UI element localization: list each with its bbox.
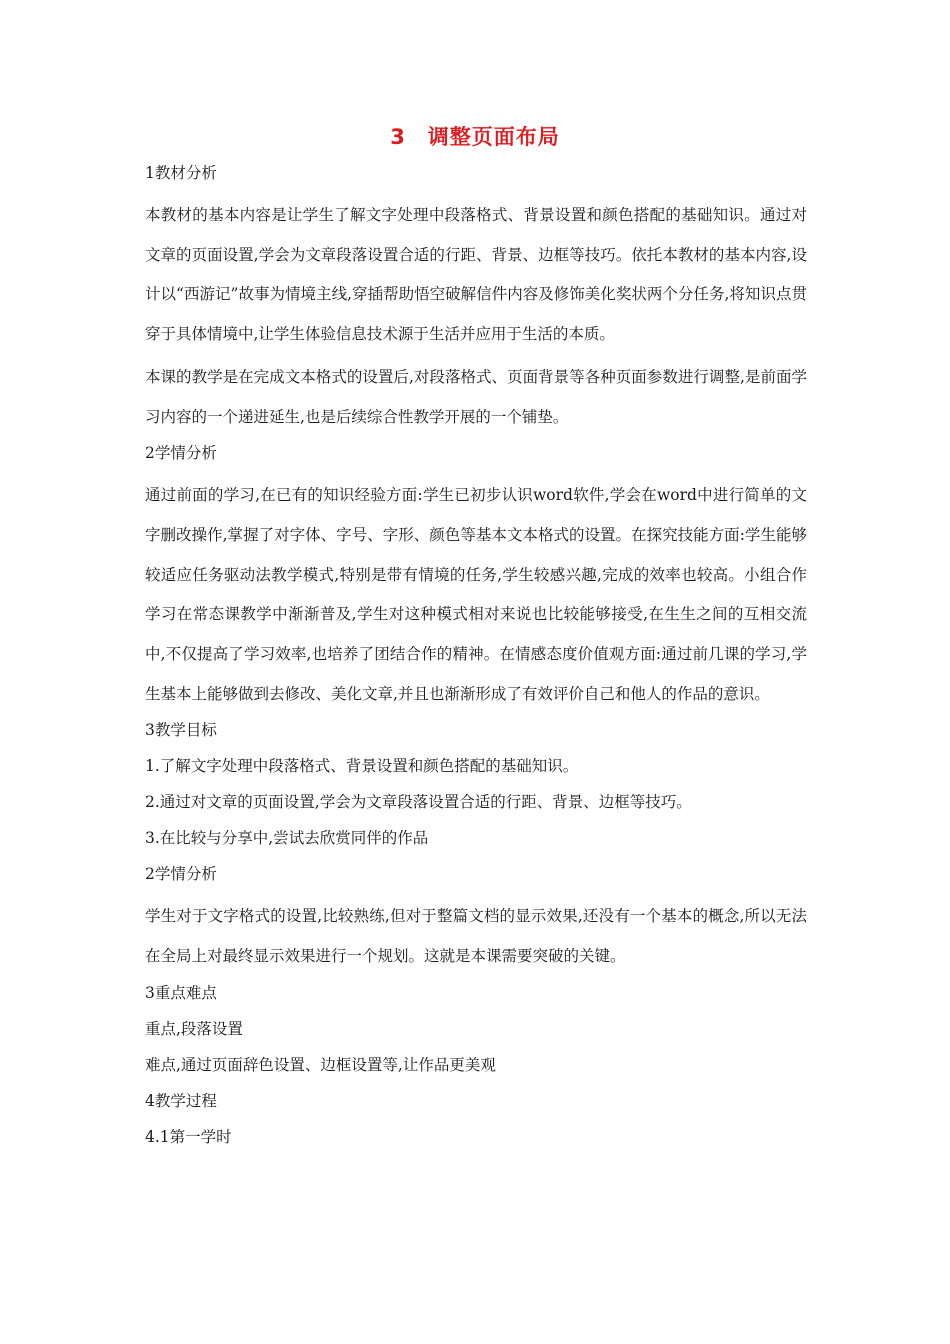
paragraph-lesson-position: 本课的教学是在完成文本格式的设置后,对段落格式、页面背景等各种页面参数进行调整,是前面学习内容的一个递进延生,也是后续综合性教学开展的一个铺垫。 [145, 367, 807, 426]
paragraph-student-analysis: 通过前面的学习,在已有的知识经验方面:学生已初步认识word软件,学会在word中进行简单的文字删改操作,掌握了对字体、字号、字形、颜色等基本文本格式的设置。在探究技能方面:学生能够较适应任务驱动法教学模式,特别是带有情境的任务,学生较感兴趣,完成的效率也较高。小组合作学习在常态课教学中渐渐普及,学生对这种模式相对来说也比较能够接受,在生生之间的互相交流中,不仅提高了学习效率,也培养了团结合作的精神。在情感态度价值观方面:通过前几课的学习,学生基本上能够做到去修改、美化文章,并且也渐渐形成了有效评价自己和他人的作品的意识。 [145, 486, 807, 703]
document-title: 3 调整页面布局 [390, 125, 560, 149]
goal-item: 2.通过对文章的页面设置,学会为文章段落设置合适的行距、背景、边框等技巧。 [145, 793, 692, 812]
section-heading-student-analysis-2: 2学情分析 [145, 865, 217, 884]
section-heading-teaching-process: 4教学过程 [145, 1091, 217, 1110]
subsection-first-period: 4.1第一学时 [145, 1127, 232, 1146]
document-body [145, 160, 807, 1160]
difficult-point-item: 难点,通过页面辞色设置、边框设置等,让作品更美观 [145, 1055, 496, 1074]
goal-item: 1.了解文字处理中段落格式、背景设置和颜色搭配的基础知识。 [145, 757, 579, 776]
paragraph-textbook-content: 本教材的基本内容是让学生了解文字处理中段落格式、背景设置和颜色搭配的基础知识。通过对文章的页面设置,学会为文章段落设置合适的行距、背景、边框等技巧。依托本教材的基本内容,设计以“西游记”故事为情境主线,穿插帮助悟空破解信件内容及修饰美化奖状两个分任务,将知识点贯穿于具体情境中,让学生体验信息技术源于生活并应用于生活的本质。 [145, 206, 807, 344]
section-heading-teaching-goals: 3教学目标 [145, 721, 217, 740]
key-point-item: 重点,段落设置 [145, 1019, 243, 1038]
goal-item: 3.在比较与分享中,尝试去欣赏同伴的作品 [145, 829, 429, 848]
section-heading-key-points: 3重点难点 [145, 983, 217, 1002]
section-heading-textbook-analysis: 1教材分析 [145, 164, 217, 182]
section-heading-student-analysis: 2学情分析 [145, 444, 217, 463]
paragraph-student-analysis-2: 学生对于文字格式的设置,比较熟练,但对于整篇文档的显示效果,还没有一个基本的概念,所以无法在全局上对最终显示效果进行一个规划。这就是本课需要突破的关键。 [145, 907, 807, 966]
